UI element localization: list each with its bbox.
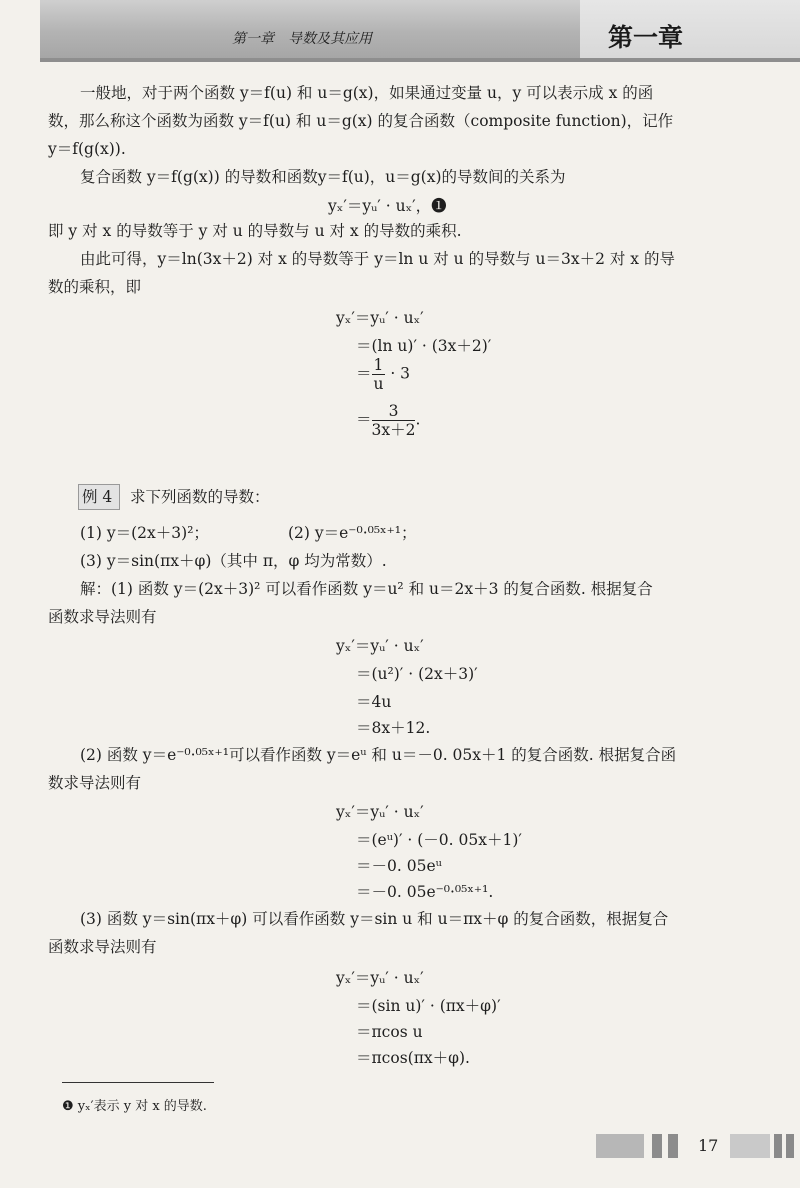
equation-line: yₓ′＝yᵤ′ · uₓ′ (336, 803, 424, 821)
equation-line: yₓ′＝yᵤ′ · uₓ′ (336, 637, 424, 655)
footer-decor (730, 1134, 770, 1158)
paragraph-line: 数求导法则有 (48, 774, 142, 792)
footer-decor (786, 1134, 794, 1158)
footnote: ❶ yₓ′表示 y 对 x 的导数. (62, 1099, 207, 1114)
paragraph-line: y＝f(g(x)). (48, 140, 126, 158)
example-title: 求下列函数的导数： (130, 488, 270, 506)
example-label: 例 4 (82, 488, 113, 506)
equation-line: ＝ $\frac{3}{3x+2}$ . (356, 402, 421, 439)
footer-decor (668, 1134, 678, 1158)
paragraph-line: 由此可得，y＝ln(3x＋2) 对 x 的导数等于 y＝ln u 对 u 的导数与 u＝3x＋2 对 x 的导 (80, 250, 675, 268)
equation-line: ＝(ln u)′ · (3x＋2)′ (356, 337, 492, 355)
chain-rule-formula: yₓ′＝yᵤ′ · uₓ′，❶ (328, 197, 447, 215)
equation-line: ＝－0. 05e⁻⁰·⁰⁵ˣ⁺¹. (356, 883, 494, 901)
example-item: (1) y＝(2x＋3)²； (80, 524, 209, 542)
footer-decor (774, 1134, 782, 1158)
equation-line: ＝(sin u)′ · (πx＋φ)′ (356, 997, 501, 1015)
equation-line: yₓ′＝yᵤ′ · uₓ′ (336, 309, 424, 327)
header-rule (40, 58, 800, 62)
fraction: $\frac{1}{u}$ (373, 356, 384, 393)
equation-line: ＝－0. 05eᵘ (356, 857, 442, 875)
equation-line: ＝(u²)′ · (2x＋3)′ (356, 665, 478, 683)
footer-decor (652, 1134, 662, 1158)
paragraph-line: 函数求导法则有 (48, 608, 157, 626)
chapter-label: 第一章 (608, 23, 684, 52)
equation-line: ＝πcos(πx＋φ). (356, 1049, 470, 1067)
paragraph-line: (2) 函数 y＝e⁻⁰·⁰⁵ˣ⁺¹可以看作函数 y＝eᵘ 和 u＝－0. 05x＋1 的复合函数. 根据复合函 (80, 746, 677, 764)
paragraph-line: 一般地，对于两个函数 y＝f(u) 和 u＝g(x)，如果通过变量 u，y 可以表示成 x 的函 (80, 84, 654, 102)
equation-line: yₓ′＝yᵤ′ · uₓ′ (336, 969, 424, 987)
page-number: 17 (698, 1136, 719, 1155)
example-item: (3) y＝sin(πx＋φ)（其中 π，φ 均为常数）. (80, 552, 387, 570)
equation-line: ＝8x＋12. (356, 719, 431, 737)
paragraph-line: 解：(1) 函数 y＝(2x＋3)² 可以看作函数 y＝u² 和 u＝2x＋3 的复合函数. 根据复合 (80, 580, 653, 598)
example-item: (2) y＝e⁻⁰·⁰⁵ˣ⁺¹； (288, 524, 417, 542)
paragraph-line: 数，那么称这个函数为函数 y＝f(u) 和 u＝g(x) 的复合函数（composite function)，记作 (48, 112, 674, 130)
equation-line: ＝4u (356, 693, 392, 711)
footnote-rule (62, 1082, 214, 1083)
running-title: 第一章 导数及其应用 (232, 31, 372, 47)
paragraph-line: 复合函数 y＝f(g(x)) 的导数和函数y＝f(u)，u＝g(x)的导数间的关系为 (80, 168, 566, 186)
paragraph-line: 数的乘积，即 (48, 278, 142, 296)
equation-line: ＝πcos u (356, 1023, 423, 1041)
equation-line: ＝ $\frac{1}{u}$ · 3 (356, 356, 411, 393)
equation-line: ＝(eᵘ)′ · (－0. 05x＋1)′ (356, 831, 522, 849)
paragraph-line: (3) 函数 y＝sin(πx＋φ) 可以看作函数 y＝sin u 和 u＝πx＋φ 的复合函数，根据复合 (80, 910, 669, 928)
paragraph-line: 即 y 对 x 的导数等于 y 对 u 的导数与 u 对 x 的导数的乘积. (48, 222, 462, 240)
footer-decor (596, 1134, 644, 1158)
page-header (0, 0, 800, 58)
paragraph-line: 函数求导法则有 (48, 938, 157, 956)
fraction: $\frac{3}{3x+2}$ (371, 402, 416, 439)
